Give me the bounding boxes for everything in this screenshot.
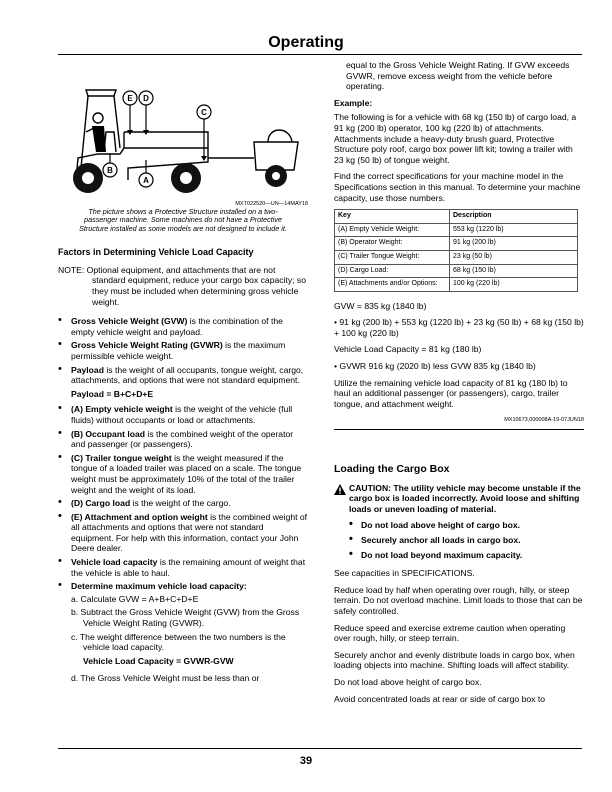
- steps-list: [71, 594, 308, 653]
- table-cell: 91 kg (200 lb): [450, 237, 578, 251]
- list-item: • (D) Cargo load is the weight of the cargo.: [58, 498, 308, 509]
- payload-formula: Payload = B+C+D+E: [71, 388, 154, 399]
- top-rule: [58, 54, 582, 55]
- list-item: • Determine maximum vehicle load capacity: a. Calculate GVW = A+B+C+D+E b. Subtract the Gross Vehicle Weight (GVW) from the Gross Vehicle Weight Rating (GVWR). c. The weight difference between the two numbers is the vehicle load capacity. Vehicle Load Capacity = GVWR-GVW d. The Gross Vehicle Weight must be less than or: [58, 581, 308, 684]
- table-cell: (C) Trailer Tongue Weight:: [335, 250, 450, 264]
- paragraph: Reduce speed and exercise extreme caution when operating over rough, hilly, or steep terrain.: [334, 622, 566, 644]
- table-header: Description: [450, 210, 578, 224]
- list-item: • Vehicle load capacity is the remaining amount of weight that the vehicle is able to haul.: [58, 557, 308, 578]
- table-cell: 23 kg (50 lb): [450, 250, 578, 264]
- example-text: The following is for a vehicle with 68 kg (150 lb) of cargo load, a 91 kg (200 lb) operator, 100 kg (220 lb) of attachments. Attachments include a heavy-duty brush guard, Protective Structure poly roof, cargo box power lift kit; towing a trailer with 23 kg (50 lb) of tongue weight.: [334, 112, 577, 165]
- section-divider: [334, 429, 584, 430]
- note: NOTE: Optional equipment, and attachments that are not standard equipment, reduce your cargo box capacity; so they must be included when determining gross vehicle weight.: [58, 264, 307, 307]
- callout-letters: [58, 60, 308, 198]
- table-row: [335, 250, 578, 264]
- list-item: • (A) Empty vehicle weight is the weight of the vehicle (full fluids) without occupants or load or attachments.: [58, 404, 308, 425]
- table-cell: (B) Operator Weight:: [335, 237, 450, 251]
- right-column: [334, 60, 584, 710]
- paragraph: Avoid concentrated loads at rear or side of cargo box to: [334, 693, 545, 704]
- gvw-line: GVW = 835 kg (1840 lb): [334, 300, 427, 311]
- table-cell: (D) Cargo Load:: [335, 264, 450, 278]
- page-number: 39: [299, 755, 313, 767]
- table-cell: 100 kg (220 lb): [450, 278, 578, 292]
- table-cell: 553 kg (1220 lb): [450, 223, 578, 237]
- definition-list: [58, 316, 308, 386]
- page-title: Operating: [268, 34, 344, 51]
- spec-table: [334, 209, 578, 292]
- vlc-line: Vehicle Load Capacity = 81 kg (180 lb): [334, 344, 482, 355]
- list-item: • (B) Occupant load is the combined weight of the operator and passenger (or passengers).: [58, 429, 308, 450]
- table-row: [335, 278, 578, 292]
- reference-code: MX10673,000008A-19-07JUN18: [504, 417, 584, 424]
- factors-heading: Factors in Determining Vehicle Load Capacity: [58, 247, 254, 258]
- list-item: • Securely anchor all loads in cargo box.: [349, 535, 584, 546]
- step-item: d. The Gross Vehicle Weight must be less than or: [71, 673, 260, 684]
- figure-id: MXT022520—UN—14MAY18: [235, 201, 308, 207]
- callout-d: D: [143, 94, 149, 103]
- paragraph: Reduce load by half when operating over rough, hilly, or steep terrain. Do not overload machine. Limit loads to those that can be safely controlled.: [334, 584, 583, 616]
- step-item: c. The weight difference between the two numbers is the vehicle load capacity.: [71, 631, 286, 653]
- table-header: Key: [335, 210, 450, 224]
- paragraph: Do not load above height of cargo box.: [334, 676, 482, 687]
- component-list: [58, 404, 308, 684]
- table-row: [335, 223, 578, 237]
- callout-e: E: [127, 94, 133, 103]
- paragraph: Securely anchor and evenly distribute loads in cargo box, when loading objects into machine. Shifting loads will affect stability.: [334, 649, 575, 671]
- find-text: Find the correct specifications for your machine model in the Specifications section in this manual. To determine your machine capacity, use those numbers.: [334, 171, 581, 203]
- left-column: [58, 60, 308, 687]
- list-item: • Do not load beyond maximum capacity.: [349, 550, 584, 561]
- vlc-formula: Vehicle Load Capacity = GVWR-GVW: [83, 655, 234, 666]
- gvwr-line: • GVWR 916 kg (2020 lb) less GVW 835 kg (1840 lb): [334, 361, 536, 372]
- table-row: [335, 237, 578, 251]
- table-cell: (A) Empty Vehicle Weight:: [335, 223, 450, 237]
- warning-icon: [334, 484, 346, 495]
- bottom-rule: [58, 748, 582, 749]
- callout-b: B: [107, 166, 113, 175]
- continuation-text: equal to the Gross Vehicle Weight Rating. If GVW exceeds GVWR, remove excess weight from the vehicle before operating.: [346, 60, 570, 92]
- table-header-row: [335, 210, 578, 224]
- example-label: Example:: [334, 97, 373, 108]
- callout-a: A: [143, 176, 149, 185]
- list-item: • Gross Vehicle Weight Rating (GVWR) is the maximum permissible vehicle weight.: [58, 340, 308, 361]
- table-cell: (E) Attachments and/or Options:: [335, 278, 450, 292]
- figure-caption: The picture shows a Protective Structure installed on a two-passenger machine. Some machines do not have a Protective Structure installed as some models are not designed to include it.: [79, 207, 287, 233]
- loading-heading: Loading the Cargo Box: [334, 463, 450, 476]
- table-row: [335, 264, 578, 278]
- caution-block: [334, 483, 584, 515]
- list-item: • Payload is the weight of all occupants, tongue weight, cargo, attachments, and options that were not standard equipment.: [58, 365, 308, 386]
- paragraph: See capacities in SPECIFICATIONS.: [334, 568, 475, 579]
- callout-c: C: [201, 108, 207, 117]
- table-cell: 68 kg (150 lb): [450, 264, 578, 278]
- load-illustration: [58, 60, 308, 207]
- sum-line: • 91 kg (200 lb) + 553 kg (1220 lb) + 23 kg (50 lb) + 68 kg (150 lb) + 100 kg (220 lb): [334, 317, 584, 338]
- caution-list: [349, 520, 584, 560]
- caution-text: CAUTION: The utility vehicle may become unstable if the cargo box is loaded incorrectly. Avoid loose and shifting loads or uneven loading of material.: [349, 482, 581, 514]
- utilize-text: Utilize the remaining vehicle load capacity of 81 kg (180 lb) to haul an additional passenger (or passengers), cargo, trailer tongue, and attachment weight.: [334, 377, 568, 409]
- step-item: a. Calculate GVW = A+B+C+D+E: [71, 593, 199, 604]
- list-item: • Gross Vehicle Weight (GVW) is the combination of the empty vehicle weight and payload.: [58, 316, 308, 337]
- list-item: • Do not load above height of cargo box.: [349, 520, 584, 531]
- list-item: • (E) Attachment and option weight is the combined weight of all attachments and options that were not standard equipment. For help with this information, contact your John Deere dealer.: [58, 512, 308, 554]
- step-item: b. Subtract the Gross Vehicle Weight (GVW) from the Gross Vehicle Weight Rating (GVWR).: [71, 607, 300, 629]
- list-item: • (C) Trailer tongue weight is the weight measured if the tongue of a loaded trailer was placed on a scale. The tongue weight must be approximately 10% of the total of the trailer weight and the weight of its load.: [58, 453, 308, 495]
